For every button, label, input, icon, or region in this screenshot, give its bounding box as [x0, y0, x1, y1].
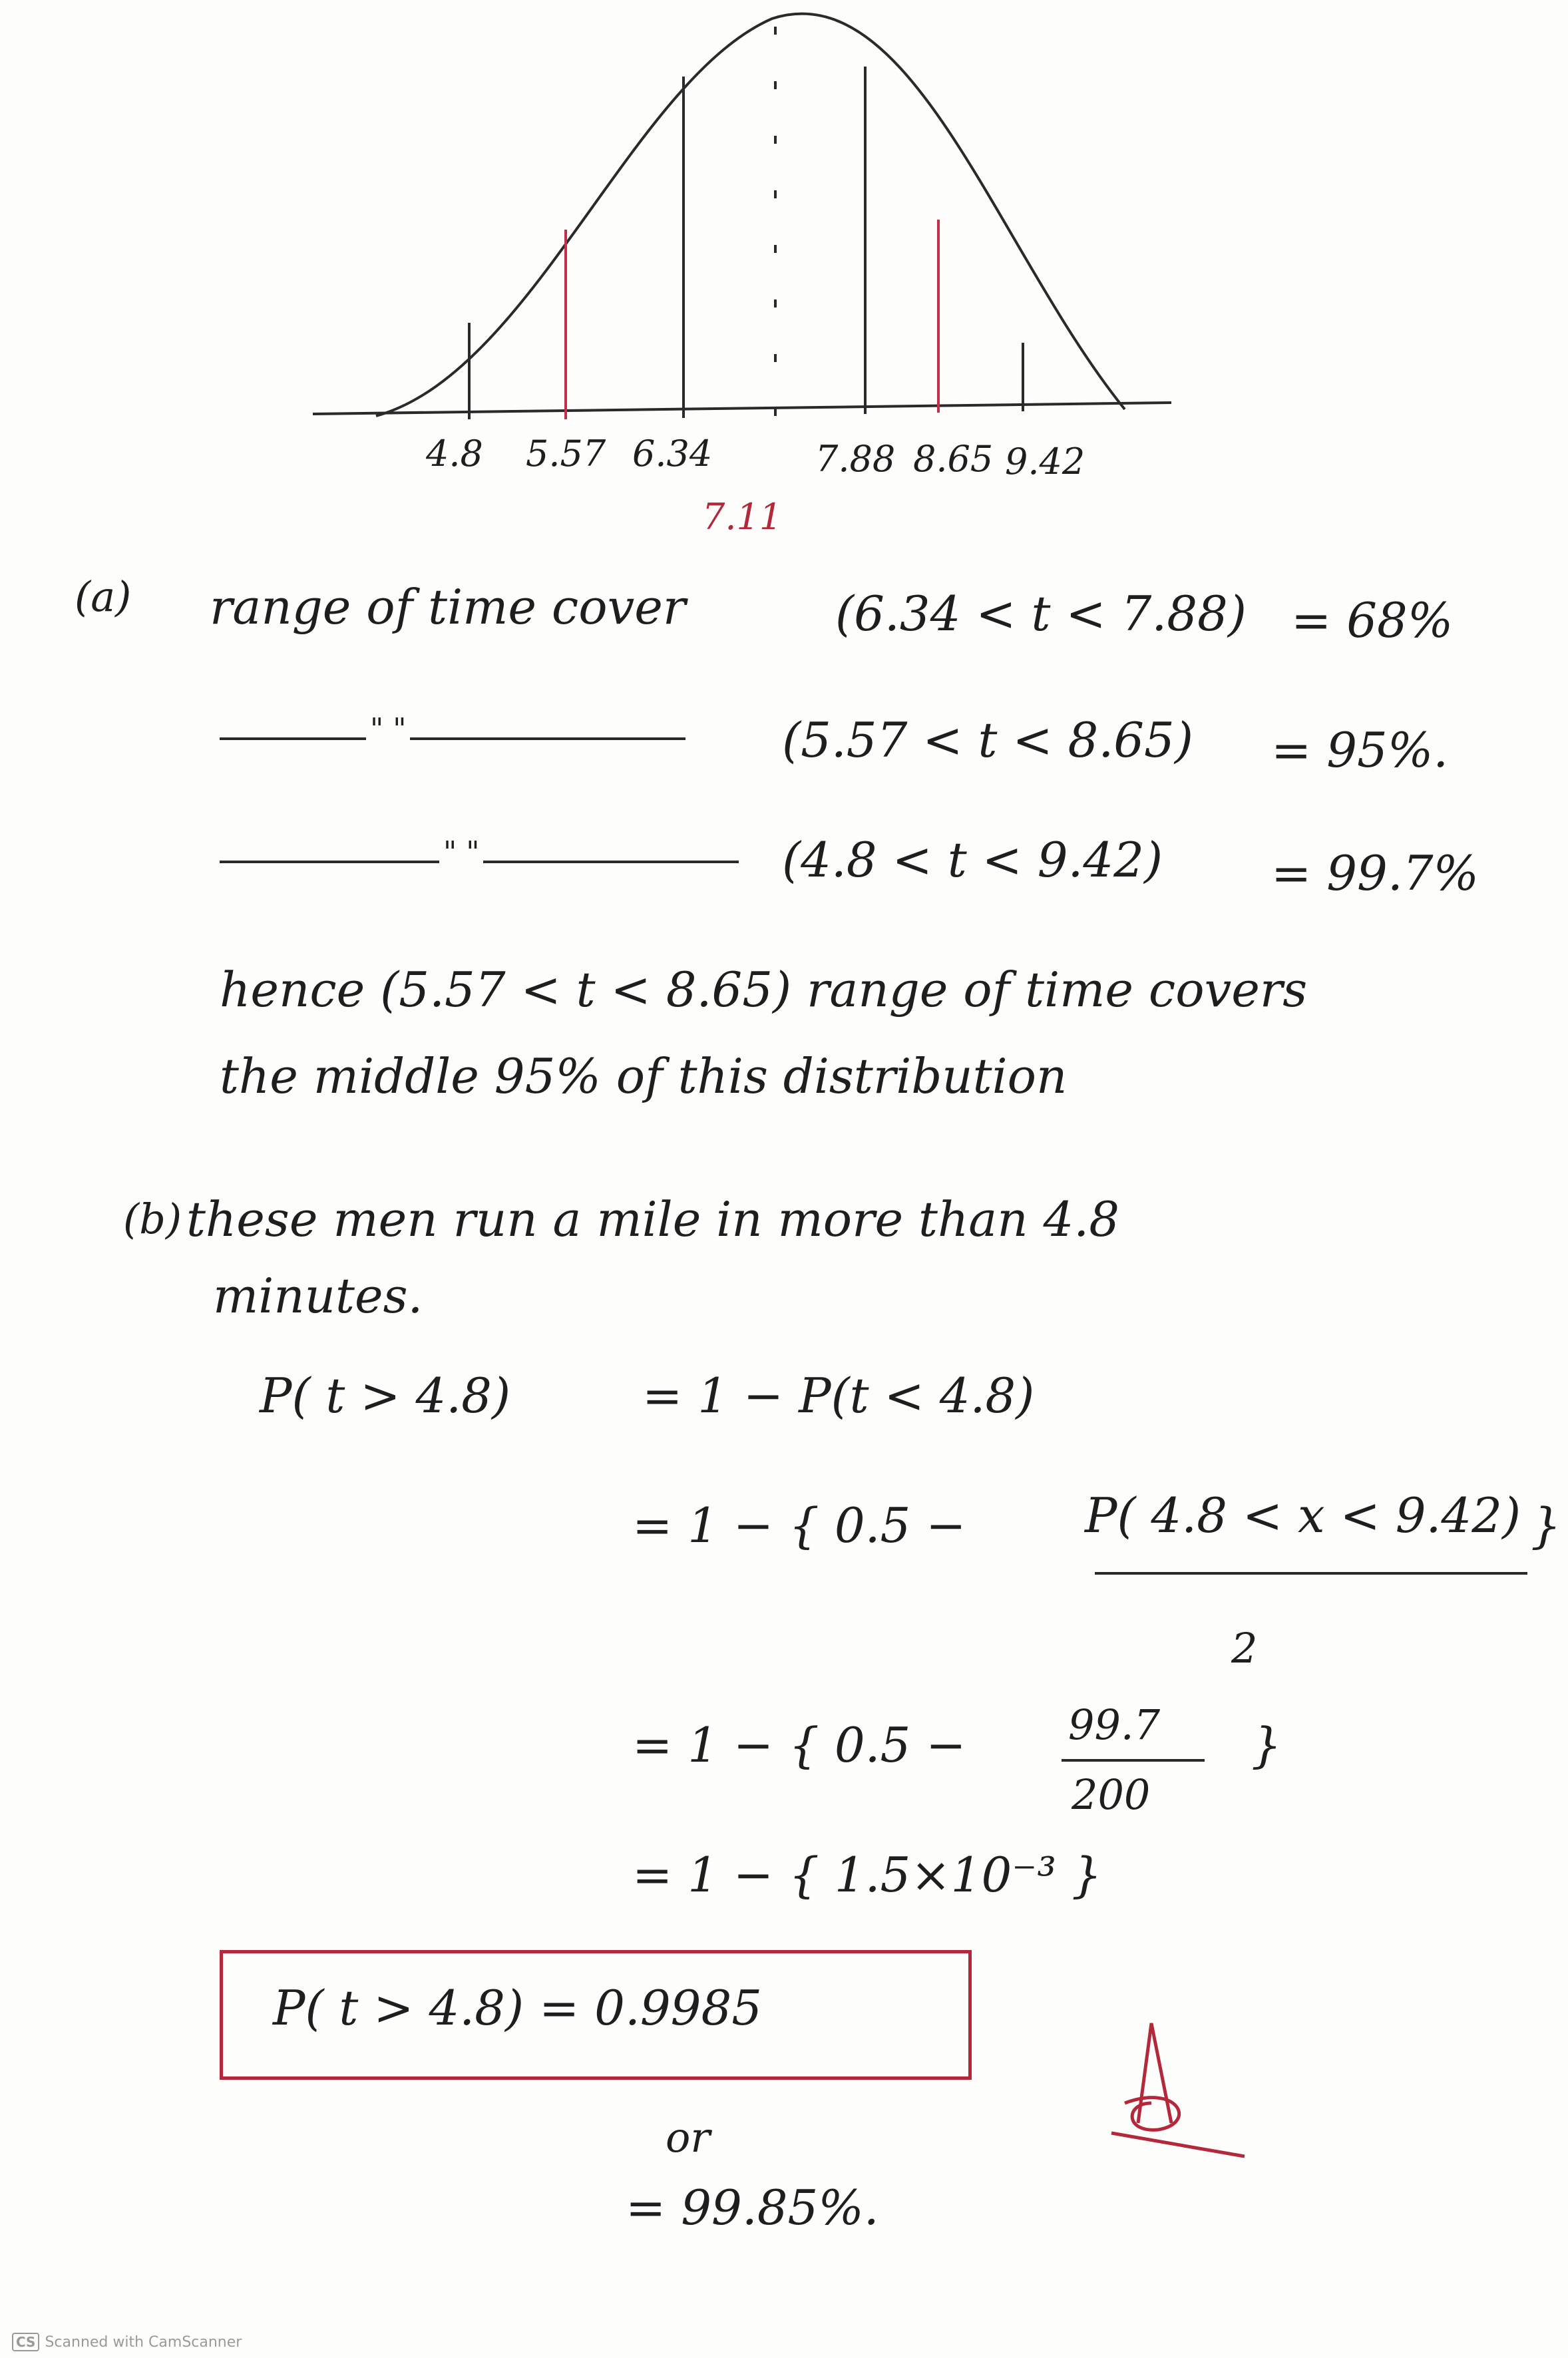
part-a-line1-result: = 68%	[1291, 592, 1454, 648]
scanner-footer-text: Scanned with CamScanner	[45, 2333, 242, 2351]
camscanner-logo: CS	[12, 2333, 39, 2351]
grader-signature-mark	[1085, 2010, 1271, 2163]
part-b-label: (b)	[123, 1195, 182, 1243]
part-a-line3-interval: (4.8 < t < 9.42)	[782, 832, 1163, 888]
step3-denominator: 200	[1072, 1770, 1151, 1819]
mean-label: 7.11	[702, 496, 783, 538]
step1-lhs: P( t > 4.8)	[260, 1368, 511, 1424]
part-a-line2-interval: (5.57 < t < 8.65)	[782, 712, 1193, 768]
step3-numerator: 99.7	[1068, 1700, 1161, 1749]
step4: = 1 − { 1.5×10⁻³ }	[632, 1847, 1102, 1903]
part-a-line1-text: range of time cover	[210, 579, 686, 635]
part-b-statement-line2: minutes.	[213, 1268, 423, 1324]
ditto-mark-1: " "	[366, 712, 410, 746]
part-a-line3-result: = 99.7%	[1271, 845, 1479, 901]
bell-curve	[376, 14, 1125, 416]
or-text: or	[666, 2113, 710, 2162]
normal-curve-graph	[0, 0, 1568, 546]
tick-label-7-88: 7.88	[815, 438, 896, 480]
step3-prefix: = 1 − { 0.5 −	[632, 1717, 966, 1773]
ditto-rule-1	[220, 737, 686, 740]
step2-numerator: P( 4.8 < x < 9.42)	[1085, 1487, 1521, 1543]
part-a-conclusion-line1: hence (5.57 < t < 8.65) range of time covers	[220, 962, 1308, 1018]
part-b-statement-line1: these men run a mile in more than 4.8	[186, 1191, 1119, 1247]
step3-suffix: }	[1251, 1717, 1282, 1773]
part-a-line1-interval: (6.34 < t < 7.88)	[835, 586, 1247, 642]
tick-label-6-34: 6.34	[632, 433, 713, 475]
step3-fraction-bar	[1062, 1759, 1205, 1762]
step2-prefix: = 1 − { 0.5 −	[632, 1497, 966, 1553]
step2-fraction-bar	[1095, 1572, 1527, 1575]
step2-suffix: }	[1531, 1497, 1561, 1553]
step1-rhs: = 1 − P(t < 4.8)	[642, 1368, 1035, 1424]
part-a-conclusion-line2: the middle 95% of this distribution	[220, 1048, 1068, 1104]
x-axis	[313, 403, 1171, 414]
final-answer: P( t > 4.8) = 0.9985	[273, 1980, 763, 2036]
tick-label-4-8: 4.8	[426, 433, 483, 475]
tick-label-9-42: 9.42	[1005, 441, 1085, 483]
tick-label-5-57: 5.57	[526, 433, 606, 475]
tick-label-8-65: 8.65	[913, 438, 994, 480]
scanner-footer	[12, 2333, 242, 2351]
part-a-line2-result: = 95%.	[1271, 722, 1449, 778]
ditto-mark-2: " "	[439, 835, 483, 869]
part-a-label: (a)	[75, 572, 132, 621]
percent-answer: = 99.85%.	[626, 2180, 879, 2236]
step2-denominator: 2	[1231, 1624, 1258, 1672]
